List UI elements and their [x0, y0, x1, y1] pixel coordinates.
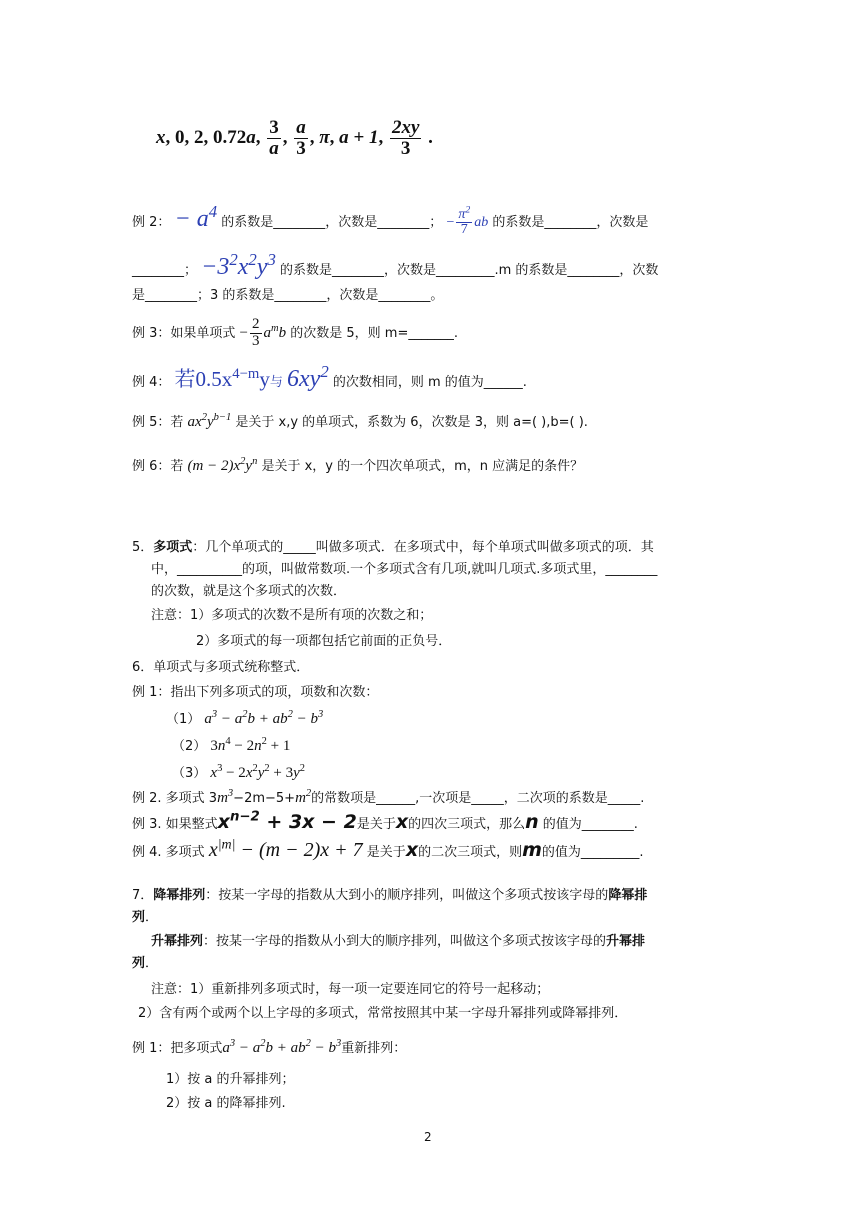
polynomial-1: （1） $a^3 - a^2b + ab^2 - b^3$: [166, 709, 324, 727]
section-6-example-3: 例 3. 如果整式$x^{n-2} + 3x - 2$是关于x的四次三项式，那么n 的值为________.: [132, 809, 638, 833]
section-6-line-1: 6．单项式与多项式统称整式．: [132, 660, 310, 675]
example-2-line-3: 是________；3 的系数是________，次数是________。: [132, 288, 444, 303]
fraction-2xy-over-3: $\frac{2xy}{3}$: [391, 117, 420, 160]
section-7-line-3: 升幂排列：按某一字母的指数从小到大的顺序排列，叫做这个多项式按该字母的升幂排: [151, 934, 646, 949]
section-7-line-4: 列．: [132, 956, 159, 971]
section-6-example-1: 例 1：指出下列多项式的项，项数和次数：: [132, 685, 379, 700]
example-5: 例 5：若 $ax^2y^{b-1}$ 是关于 x,y 的单项式，系数为 6，次数是 3，则 a=( ),b=( ).: [132, 412, 588, 430]
monomial-ex3: − $\frac{2}{3}$ $a^mb$: [239, 316, 287, 350]
list-x: x: [156, 127, 166, 148]
section-7-note-2: 2）含有两个或两个以上字母的多项式，常常按照其中某一字母升幂排列或降幂排列．: [138, 1006, 628, 1021]
monomial-ex5: $ax^2y^{b-1}$: [187, 412, 232, 430]
section-5-line-1: 5．多项式：几个单项式的_____叫做多项式．在多项式中，每个单项式叫做多项式的项．其: [132, 540, 654, 555]
monomial-neg-3sq-x2-y3: $-3^2x^2y^3$: [201, 250, 276, 280]
polynomial-ex4: $x^{|m|} - (m - 2)x + 7$: [208, 837, 363, 861]
page-number: 2: [424, 1130, 432, 1144]
fraction-a-over-3: $\frac{a}{3}$: [296, 117, 306, 160]
monomial-ex6: $(m - 2)x^2y^n$: [187, 456, 258, 474]
section-7-note-1: 注意：1）重新排列多项式时，每一项一定要连同它的符号一起移动；: [151, 982, 550, 997]
section-5-line-3: 的次数，就是这个多项式的次数．: [151, 584, 347, 599]
section-7-line-2: 列．: [132, 910, 159, 925]
section-5-line-2: 中，__________的项，叫做常数项.一个多项式含有几项,就叫几项式.多项式里，________: [151, 562, 658, 577]
section-7-step-2: 2）按 a 的降幂排列.: [166, 1096, 286, 1111]
section-5-title: 多项式: [153, 540, 193, 555]
section-7-line-1: 7．降幂排列：按某一字母的指数从大到小的顺序排列，叫做这个多项式按该字母的降幂排: [132, 888, 648, 903]
section-7-title-ascending: 升幂排列: [151, 934, 204, 949]
example-4: 例 4： 若$0.5x^{4-m}y$与 $6xy^2$ 的次数相同，则 m 的值为______.: [132, 362, 527, 392]
section-5-note-1: 注意：1）多项式的次数不是所有项的次数之和；: [151, 608, 433, 623]
polynomial-ex3: $x^{n-2} + 3x - 2$: [217, 809, 357, 833]
polynomial-2: （2） $3n^4 - 2n^2 + 1$: [172, 736, 291, 754]
section-7-title-descending: 降幂排列: [153, 888, 206, 903]
example-6: 例 6：若 $(m - 2)x^2y^n$ 是关于 x，y 的一个四次单项式，m，n 应满足的条件？: [132, 456, 584, 474]
monomial-neg-a4: − $a^4$: [174, 202, 218, 232]
section-6-example-2: 例 2. 多项式 $3m^3-2m-5+m^2$的常数项是______,一次项是_____，二次项的系数是_____.: [132, 788, 645, 806]
polynomial-3: （3） $x^3 - 2x^2y^2 + 3y^2$: [172, 763, 306, 781]
example-3: 例 3：如果单项式 − $\frac{2}{3}$ $a^mb$ 的次数是 5，则 m=_______.: [132, 316, 458, 350]
section-7-example-1: 例 1：把多项式$a^3 - a^2b + ab^2 - b^3$重新排列：: [132, 1038, 407, 1056]
section-5-note-2: 2）多项式的每一项都包括它前面的正负号．: [196, 634, 452, 649]
section-6-example-4: 例 4. 多项式 $x^{|m|} - (m - 2)x + 7$ 是关于x的二次三项式，则m的值为_________.: [132, 837, 644, 861]
monomial-ex4-a: 若$0.5x^{4-m}y$: [174, 366, 270, 391]
example-2-line-1: 例 2： − $a^4$ 的系数是________，次数是________； − $\frac{\pi^2}{7}$ ab 的系数是________，次数是: [132, 202, 649, 238]
monomial-pi-fraction: − $\frac{\pi^2}{7}$ ab: [446, 203, 489, 238]
monomial-list: x, 0, 2, 0.72a, $\frac{3}{a}$ , $\frac{a}{3}$ , π, a + 1, $\frac{2xy}{3}$ .: [156, 117, 433, 160]
monomial-ex4-b: $6xy^2$: [287, 362, 329, 392]
example-2-line-2: ________； $-3^2x^2y^3$ 的系数是________，次数是_________.m 的系数是________，次数: [132, 250, 659, 280]
section-7-step-1: 1）按 a 的升幂排列；: [166, 1072, 295, 1087]
fraction-3-over-a: $\frac{3}{a}$: [269, 117, 279, 160]
